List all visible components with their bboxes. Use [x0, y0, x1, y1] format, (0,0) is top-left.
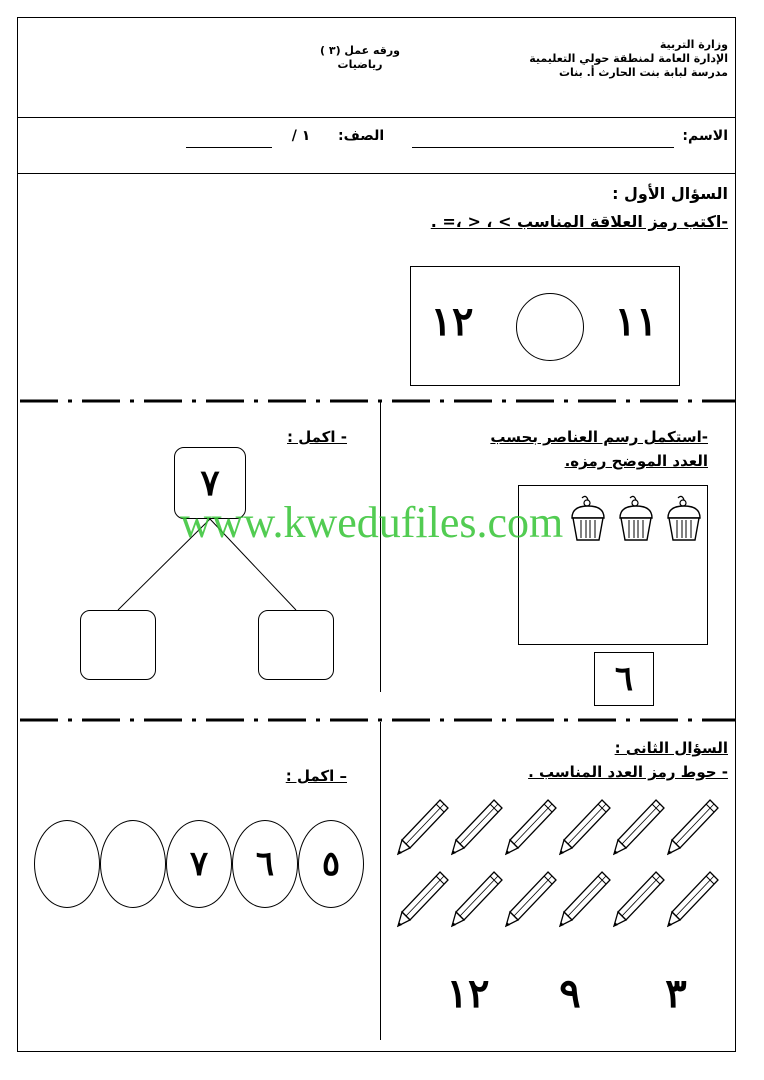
pencil-icon: [559, 800, 610, 855]
draw-instruction-line2: العدد الموضح رمزه.: [564, 452, 708, 470]
q2-title: السؤال الثانى :: [614, 739, 728, 757]
tree-right-box[interactable]: [258, 610, 334, 680]
district-name: الإدارة العامة لمنطقة حولي التعليمية: [529, 52, 728, 65]
worksheet-number: ورقه عمل (٣ ): [319, 44, 400, 57]
tree-top-box: ٧: [174, 447, 246, 519]
draw-instruction-line1: -استكمل رسم العناصر بحسب: [490, 428, 708, 446]
school-name: مدرسة لبابة بنت الحارث أ. بنات: [558, 66, 728, 79]
pencil-icon: [613, 872, 664, 927]
pencil-icon: [505, 800, 556, 855]
pencil-icon: [559, 872, 610, 927]
pencil-icon: [505, 872, 556, 927]
pencil-icon: [451, 800, 502, 855]
pencil-icons: [392, 796, 722, 936]
q1-instruction: -اكتب رمز العلاقة المناسب > ، < ،= .: [430, 212, 728, 231]
class-value: ١ /: [291, 128, 311, 144]
subject-name: رياضيات: [337, 58, 383, 71]
sequence-label: – اكمل :: [285, 767, 347, 785]
tree-left-box[interactable]: [80, 610, 156, 680]
pencil-icon: [397, 800, 448, 855]
option-three[interactable]: ٣: [665, 970, 687, 1017]
pencil-icon: [397, 872, 448, 927]
sequence-oval-seven: ٧: [166, 820, 232, 908]
ministry-name: وزارة التربية: [659, 38, 728, 51]
tree-label: - اكمل :: [287, 428, 347, 446]
sequence-oval-five: ٥: [298, 820, 364, 908]
q1-title: السؤال الأول :: [612, 184, 728, 203]
middle-divider-2: [380, 722, 381, 1040]
sequence-row: [34, 820, 364, 908]
compare-right-number: ١١: [614, 298, 658, 345]
sequence-oval-blank-2[interactable]: [34, 820, 100, 908]
pencil-icon: [667, 800, 718, 855]
compare-left-number: ١٢: [430, 298, 474, 345]
name-label: الاسم:: [682, 128, 728, 144]
option-twelve[interactable]: ١٢: [446, 970, 490, 1017]
sequence-oval-blank-1[interactable]: [100, 820, 166, 908]
pencil-icon: [667, 872, 718, 927]
section-divider-2: [20, 718, 736, 722]
watermark: www.kwedufiles.com: [180, 498, 564, 547]
q2-instruction: - حوط رمز العدد المناسب .: [528, 763, 728, 781]
option-nine[interactable]: ٩: [559, 970, 581, 1017]
pencil-icon: [451, 872, 502, 927]
draw-number-box: ٦: [594, 652, 654, 706]
q2-options: [410, 970, 720, 1030]
class-label: الصف:: [338, 128, 385, 144]
pencil-icon: [613, 800, 664, 855]
sequence-oval-six: ٦: [232, 820, 298, 908]
